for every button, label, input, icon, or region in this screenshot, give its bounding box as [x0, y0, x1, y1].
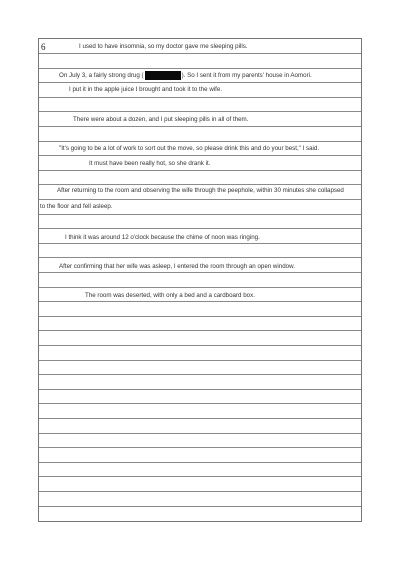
ruled-line [39, 345, 361, 346]
ruled-line [39, 418, 361, 419]
ruled-line [39, 228, 361, 229]
text-line-8: to the floor and fell asleep. [40, 203, 113, 210]
ruled-line [39, 184, 361, 185]
ruled-line [39, 53, 361, 54]
ruled-line [39, 68, 361, 69]
ruled-line [39, 214, 361, 215]
ruled-line [39, 243, 361, 244]
text-line-10: After confirming that her wife was asleep, I entered the room through an open window. [59, 263, 295, 270]
ruled-line [39, 257, 361, 258]
ruled-line [39, 360, 361, 361]
ruled-line [39, 301, 361, 302]
redaction-box [145, 71, 181, 80]
ruled-line [39, 170, 361, 171]
text-line-2-start: On July 3, a fairly strong drug ( [59, 72, 144, 80]
ruled-line [39, 491, 361, 492]
lined-paper [38, 38, 362, 522]
ruled-line [39, 82, 361, 83]
ruled-line [39, 462, 361, 463]
page-number: 6 [41, 42, 46, 52]
ruled-line [39, 272, 361, 273]
ruled-line [39, 287, 361, 288]
text-line-2 [59, 71, 312, 80]
text-line-4: There were about a dozen, and I put sleeping pills in all of them. [73, 116, 249, 123]
text-line-1: I used to have insomnia, so my doctor gave me sleeping pills. [79, 43, 248, 50]
ruled-line [39, 126, 361, 127]
ruled-line [39, 199, 361, 200]
text-line-5: "It's going to be a lot of work to sort out the move, so please drink this and do your best," I said. [59, 145, 320, 152]
ruled-line [39, 141, 361, 142]
text-line-6: It must have been really hot, so she drank it. [89, 160, 211, 167]
ruled-line [39, 330, 361, 331]
ruled-line [39, 506, 361, 507]
text-line-3: I put it in the apple juice I brought and took it to the wife. [69, 86, 223, 93]
ruled-line [39, 403, 361, 404]
ruled-line [39, 111, 361, 112]
text-line-2-end: ). So I sent it from my parents' house in Aomori. [181, 72, 312, 80]
ruled-line [39, 374, 361, 375]
text-line-9: I think it was around 12 o'clock because the chime of noon was ringing. [65, 234, 260, 241]
ruled-line [39, 447, 361, 448]
text-line-7: After returning to the room and observing the wife through the peephole, within 30 minutes she collapsed [57, 187, 344, 194]
ruled-line [39, 155, 361, 156]
ruled-line [39, 97, 361, 98]
ruled-line [39, 433, 361, 434]
ruled-line [39, 316, 361, 317]
ruled-line [39, 476, 361, 477]
text-line-11: The room was deserted, with only a bed and a cardboard box. [85, 292, 255, 299]
ruled-line [39, 389, 361, 390]
